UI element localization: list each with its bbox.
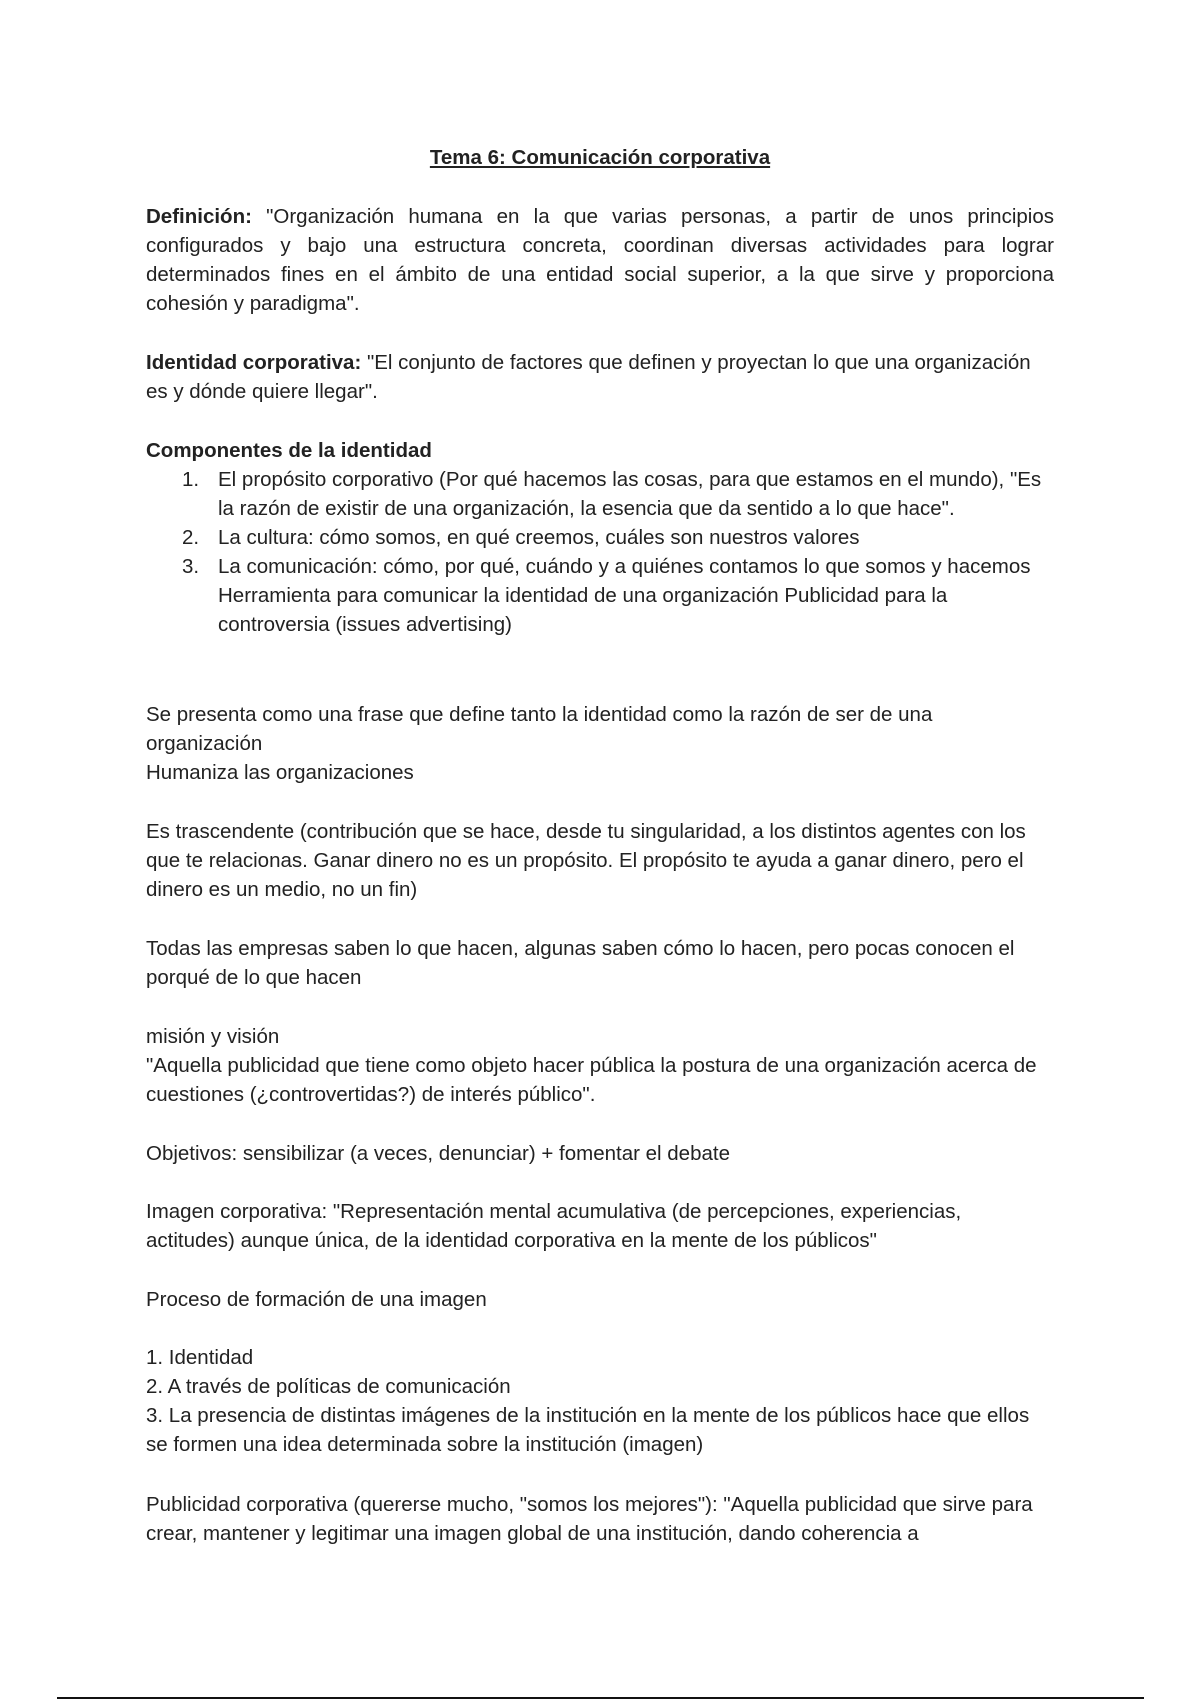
page-title: Tema 6: Comunicación corporativa [429, 146, 771, 169]
identity-text: "El conjunto de factores que definen y proyectan lo que una organización es y dónde quiere llegar". [146, 351, 1031, 403]
list-number: 1. [182, 468, 200, 491]
list-item [146, 552, 1054, 639]
process-paragraph [146, 1285, 1054, 1314]
mission-line: misión y visión [146, 1025, 280, 1048]
humanize-line: Humaniza las organizaciones [146, 761, 414, 784]
purpose-paragraph [146, 700, 1054, 787]
identity-paragraph [146, 348, 1054, 406]
purpose-line: Se presenta como una frase que define tanto la identidad como la razón de ser de una organización [146, 703, 933, 755]
list-item-text: La comunicación: cómo, por qué, cuándo y a quiénes contamos lo que somos y hacemos Herramienta para comunicar la identidad de una organización Publicidad para la controversia (issues advertising) [218, 555, 1031, 636]
list-item: 2. A través de políticas de comunicación [146, 1375, 511, 1398]
components-heading: Componentes de la identidad [146, 439, 432, 462]
companies-text: Todas las empresas saben lo que hacen, algunas saben cómo lo hacen, pero pocas conocen el porqué de lo que hacen [146, 937, 1015, 989]
components-section [146, 436, 1054, 639]
corporate-ad-paragraph [146, 1490, 1054, 1548]
image-text: Imagen corporativa: "Representación mental acumulativa (de percepciones, experiencias, actitudes) aunque única, de la identidad corporativa en la mente de los públicos" [146, 1200, 962, 1252]
identity-label: Identidad corporativa: [146, 351, 362, 374]
list-item: 3. La presencia de distintas imágenes de la institución en la mente de los públicos hace que ellos se formen una idea determinada sobre la institución (imagen) [146, 1404, 1030, 1456]
image-paragraph [146, 1197, 1054, 1255]
objectives-paragraph [146, 1139, 1054, 1168]
definition-text: "Organización humana en la que varias personas, a partir de unos principios configurados y bajo una estructura concreta, coordinan diversas actividades para lograr determinados fines en el ámbito de una entidad social superior, a la que sirve y proporciona cohesión y paradigma". [146, 205, 1054, 315]
transcendent-paragraph [146, 817, 1054, 904]
components-list [146, 465, 1054, 639]
list-number: 3. [182, 555, 200, 578]
objectives-text: Objetivos: sensibilizar (a veces, denunciar) + fomentar el debate [146, 1142, 730, 1165]
issues-definition: "Aquella publicidad que tiene como objeto hacer pública la postura de una organización acerca de cuestiones (¿controvertidas?) de interés público". [146, 1054, 1037, 1106]
page-bottom-divider [57, 1697, 1144, 1699]
list-item [146, 465, 1054, 523]
list-item [146, 523, 1054, 552]
process-text: Proceso de formación de una imagen [146, 1288, 487, 1311]
corporate-ad-text: Publicidad corporativa (quererse mucho, "somos los mejores"): "Aquella publicidad que sirve para crear, mantener y legitimar una imagen global de una institución, dando coherencia a [146, 1493, 1033, 1545]
list-number: 2. [182, 526, 200, 549]
transcendent-text: Es trascendente (contribución que se hace, desde tu singularidad, a los distintos agentes con los que te relacionas. Ganar dinero no es un propósito. El propósito te ayuda a ganar dinero, pero el dinero es un medio, no un fin) [146, 820, 1026, 901]
definition-label: Definición: [146, 205, 252, 228]
list-item-text: La cultura: cómo somos, en qué creemos, cuáles son nuestros valores [218, 526, 860, 549]
list-item-text: El propósito corporativo (Por qué hacemos las cosas, para que estamos en el mundo), "Es la razón de existir de una organización, la esencia que da sentido a lo que hace". [218, 468, 1042, 520]
companies-paragraph [146, 934, 1054, 992]
mission-paragraph [146, 1022, 1054, 1109]
process-steps [146, 1343, 1054, 1459]
definition-paragraph [146, 202, 1054, 318]
list-item: 1. Identidad [146, 1346, 254, 1369]
